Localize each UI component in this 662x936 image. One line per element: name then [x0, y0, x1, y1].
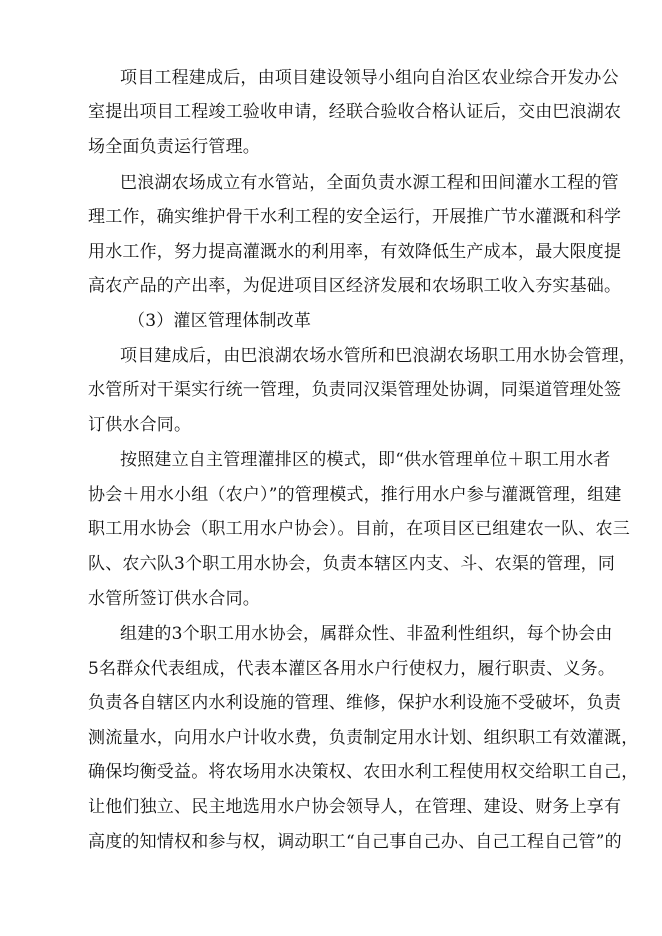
paragraph-line: 职工用水协会（职工用水户协会）。目前，在项目区已组建农一队、农三	[88, 519, 630, 539]
paragraph-line: 项目工程建成后，由项目建设领导小组向自治区农业综合开发办公	[120, 68, 619, 88]
paragraph-line: 室提出项目工程竣工验收申请，经联合验收合格认证后，交由巴浪湖农	[88, 102, 622, 122]
paragraph-line: 测流量水，向用水户计收水费，负责制定用水计划、组织职工有效灌溉，	[88, 728, 639, 748]
paragraph-line: 高度的知情权和参与权，调动职工“自己事自己办、自己工程自己管”的	[88, 832, 622, 852]
section-heading: （3）灌区管理体制改革	[128, 311, 312, 331]
paragraph-line: 订供水合同。	[88, 415, 192, 435]
paragraph-line: 确保均衡受益。将农场用水决策权、农田水利工程使用权交给职工自己，	[88, 762, 639, 782]
paragraph-line: 负责各自辖区内水利设施的管理、维修，保护水利设施不受破坏，负责	[88, 693, 622, 713]
paragraph-line: 场全面负责运行管理。	[88, 137, 260, 157]
paragraph-line: 队、农六队3个职工用水协会，负责本辖区内支、斗、农渠的管理，同	[88, 554, 616, 574]
paragraph-line: 水管所对干渠实行统一管理，负责同汉渠管理处协调，同渠道管理处签	[88, 380, 622, 400]
paragraph-line: 项目建成后，由巴浪湖农场水管所和巴浪湖农场职工用水协会管理，	[120, 346, 636, 366]
paragraph-line: 按照建立自主管理灌排区的模式，即“供水管理单位＋职工用水者	[120, 450, 611, 470]
paragraph-line: 组建的3个职工用水协会，属群众性、非盈利性组织，每个协会由	[120, 624, 613, 644]
paragraph-line: 用水工作，努力提高灌溉水的利用率，有效降低生产成本，最大限度提	[88, 242, 622, 262]
paragraph-line: 理工作，确实维护骨干水利工程的安全运行，开展推广节水灌溉和科学	[88, 207, 622, 227]
paragraph-line: 高农产品的产出率，为促进项目区经济发展和农场职工收入夯实基础。	[88, 276, 622, 296]
paragraph-line: 协会＋用水小组（农户）”的管理模式，推行用水户参与灌溉管理，组建	[88, 485, 622, 505]
paragraph-line: 巴浪湖农场成立有水管站，全面负责水源工程和田间灌水工程的管	[120, 173, 619, 193]
paragraph-line: 5名群众代表组成，代表本灌区各用水户行使权力，履行职责、义务。	[88, 659, 616, 679]
paragraph-line: 让他们独立、民主地选用水户协会领导人，在管理、建设、财务上享有	[88, 797, 622, 817]
paragraph-line: 水管所签订供水合同。	[88, 589, 260, 609]
